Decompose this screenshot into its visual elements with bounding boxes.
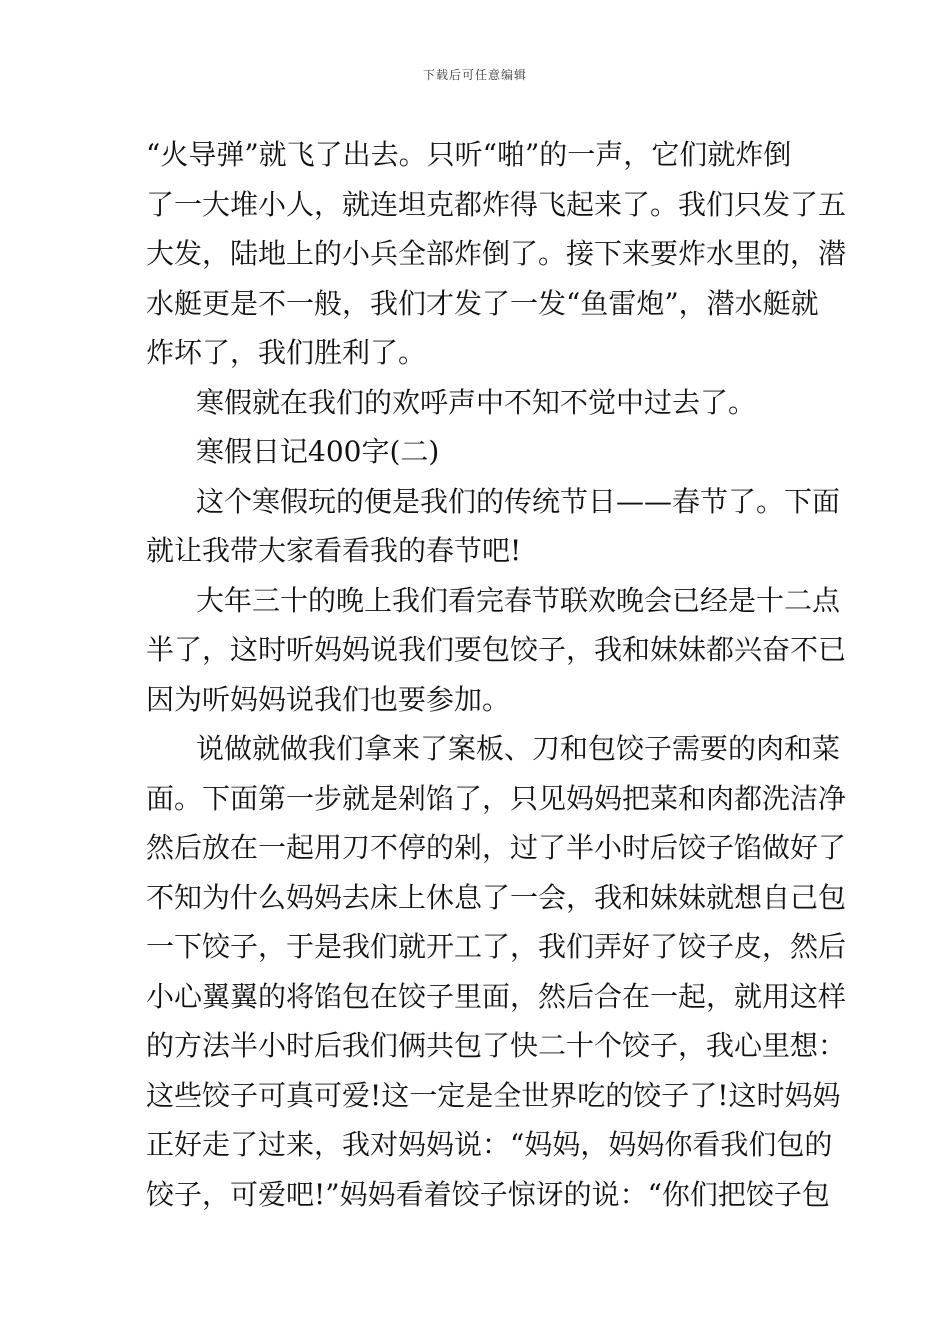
text-line: 了一大堆小人，就连坦克都炸得飞起来了。我们只发了五 [146,187,847,221]
text-line: 然后放在一起用刀不停的剁，过了半小时后饺子馅做好了 [146,831,847,864]
document-body [146,130,847,1219]
paragraph-line: 寒假就在我们的欢呼声中不知不觉中过去了。 [196,385,757,419]
text-line: 水艇更是不一般，我们才发了一发“鱼雷炮”，潜水艇就 [146,286,819,320]
text-line: 因为听妈妈说我们也要参加。 [146,682,511,716]
text-line: 一下饺子，于是我们就开工了，我们弄好了饺子皮，然后 [146,930,847,963]
paragraph-line: 大年三十的晚上我们看完春节联欢晚会已经是十二点 [196,583,841,617]
page-header-note: 下载后可任意编辑 [422,68,527,82]
text-line: 小心翼翼的将馅包在饺子里面，然后合在一起，就用这样 [146,979,847,1013]
text-line: 正好走了过来，我对妈妈说：“妈妈，妈妈你看我们包的 [146,1128,833,1161]
text-line: 炸坏了，我们胜利了。 [146,336,427,369]
text-line: 面。下面第一步就是剁馅了，只见妈妈把菜和肉都洗洁净 [146,781,847,815]
section-title: 寒假日记400字(二) [196,435,440,468]
text-line: “火导弹”就飞了出去。只听“啪”的一声，它们就炸倒 [146,138,792,171]
paragraph-line: 说做就做我们拿来了案板、刀和包饺子需要的肉和菜 [196,732,841,765]
paragraph-line: 这个寒假玩的便是我们的传统节日——春节了。下面 [196,484,841,518]
text-line: 不知为什么妈妈去床上休息了一会，我和妹妹就想自己包 [146,880,847,914]
text-line: 大发，陆地上的小兵全部炸倒了。接下来要炸水里的，潜 [146,237,847,270]
text-line: 的方法半小时后我们俩共包了快二十个饺子，我心里想： [146,1029,847,1062]
text-line: 饺子，可爱吧!”妈妈看着饺子惊讶的说：“你们把饺子包 [146,1177,830,1211]
text-line: 这些饺子可真可爱!这一定是全世界吃的饺子了!这时妈妈 [146,1078,841,1112]
text-line: 半了，这时听妈妈说我们要包饺子，我和妹妹都兴奋不已 [146,633,847,666]
text-line: 就让我带大家看看我的春节吧! [146,534,522,567]
